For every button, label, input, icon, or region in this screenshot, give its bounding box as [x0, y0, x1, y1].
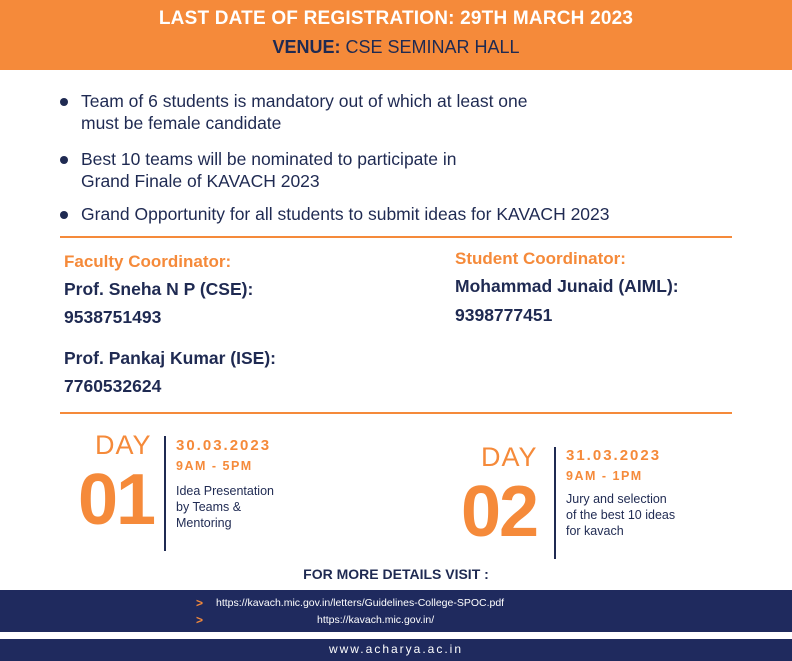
day-1-label: DAY	[95, 430, 152, 460]
footer-band	[0, 639, 792, 661]
student-coordinator-name: Mohammad Junaid (AIML):	[455, 276, 679, 296]
rule-item	[60, 203, 760, 225]
day-2-desc-line: Jury and selection	[566, 492, 667, 506]
day-2-separator	[554, 447, 556, 559]
venue-value: CSE SEMINAR HALL	[345, 37, 520, 57]
divider	[60, 412, 732, 414]
more-details-heading: FOR MORE DETAILS VISIT :	[303, 566, 489, 582]
day-1-date: 30.03.2023	[176, 437, 272, 454]
faculty-coordinator-1-name: Prof. Sneha N P (CSE):	[64, 279, 254, 299]
day-1-desc-line: by Teams &	[176, 500, 242, 514]
top-banner	[0, 0, 792, 70]
day-2-time: 9AM - 1PM	[566, 469, 643, 483]
chevron-right-icon: >	[196, 613, 204, 627]
faculty-coordinator-2-name: Prof. Pankaj Kumar (ISE):	[64, 348, 276, 368]
day-2-label: DAY	[481, 442, 538, 472]
student-coordinator-phone: 9398777451	[455, 305, 553, 325]
day-2-description	[566, 491, 675, 539]
venue-line	[0, 37, 792, 58]
day-2-desc-line: for kavach	[566, 524, 624, 538]
chevron-right-icon: >	[196, 596, 204, 610]
day-1-separator	[164, 436, 166, 551]
rule-line: Team of 6 students is mandatory out of which at least one	[81, 91, 528, 111]
rule-line: Best 10 teams will be nominated to participate in	[81, 149, 457, 169]
rules-list	[60, 90, 760, 239]
student-coordinator-heading: Student Coordinator:	[455, 249, 626, 268]
website-footer[interactable]: www.acharya.ac.in	[328, 642, 464, 656]
day-1-desc-line: Mentoring	[176, 516, 232, 530]
day-1-time: 9AM - 5PM	[176, 459, 253, 473]
guidelines-link[interactable]: https://kavach.mic.gov.in/letters/Guidelines-College-SPOC.pdf	[216, 597, 505, 609]
venue-label: VENUE:	[272, 37, 341, 57]
links-band	[0, 590, 792, 632]
kavach-link[interactable]: https://kavach.mic.gov.in/	[317, 614, 435, 626]
faculty-coordinator-2-phone: 7760532624	[64, 376, 162, 396]
day-1-number: 01	[78, 460, 155, 540]
rule-item	[60, 90, 760, 134]
day-2-desc-line: of the best 10 ideas	[566, 508, 676, 522]
registration-deadline: LAST DATE OF REGISTRATION: 29TH MARCH 2023	[158, 8, 634, 29]
rule-item	[60, 148, 760, 192]
day-2-date: 31.03.2023	[566, 447, 662, 464]
rule-line: Grand Opportunity for all students to submit ideas for KAVACH 2023	[81, 204, 610, 224]
rule-line: must be female candidate	[81, 113, 282, 133]
day-1-description	[176, 483, 274, 531]
rule-line: Grand Finale of KAVACH 2023	[81, 171, 320, 191]
divider	[60, 236, 732, 238]
day-2-number: 02	[461, 472, 538, 552]
faculty-coordinator-1-phone: 9538751493	[64, 307, 162, 327]
day-1-desc-line: Idea Presentation	[176, 484, 274, 498]
faculty-coordinator-heading: Faculty Coordinator:	[64, 252, 232, 271]
